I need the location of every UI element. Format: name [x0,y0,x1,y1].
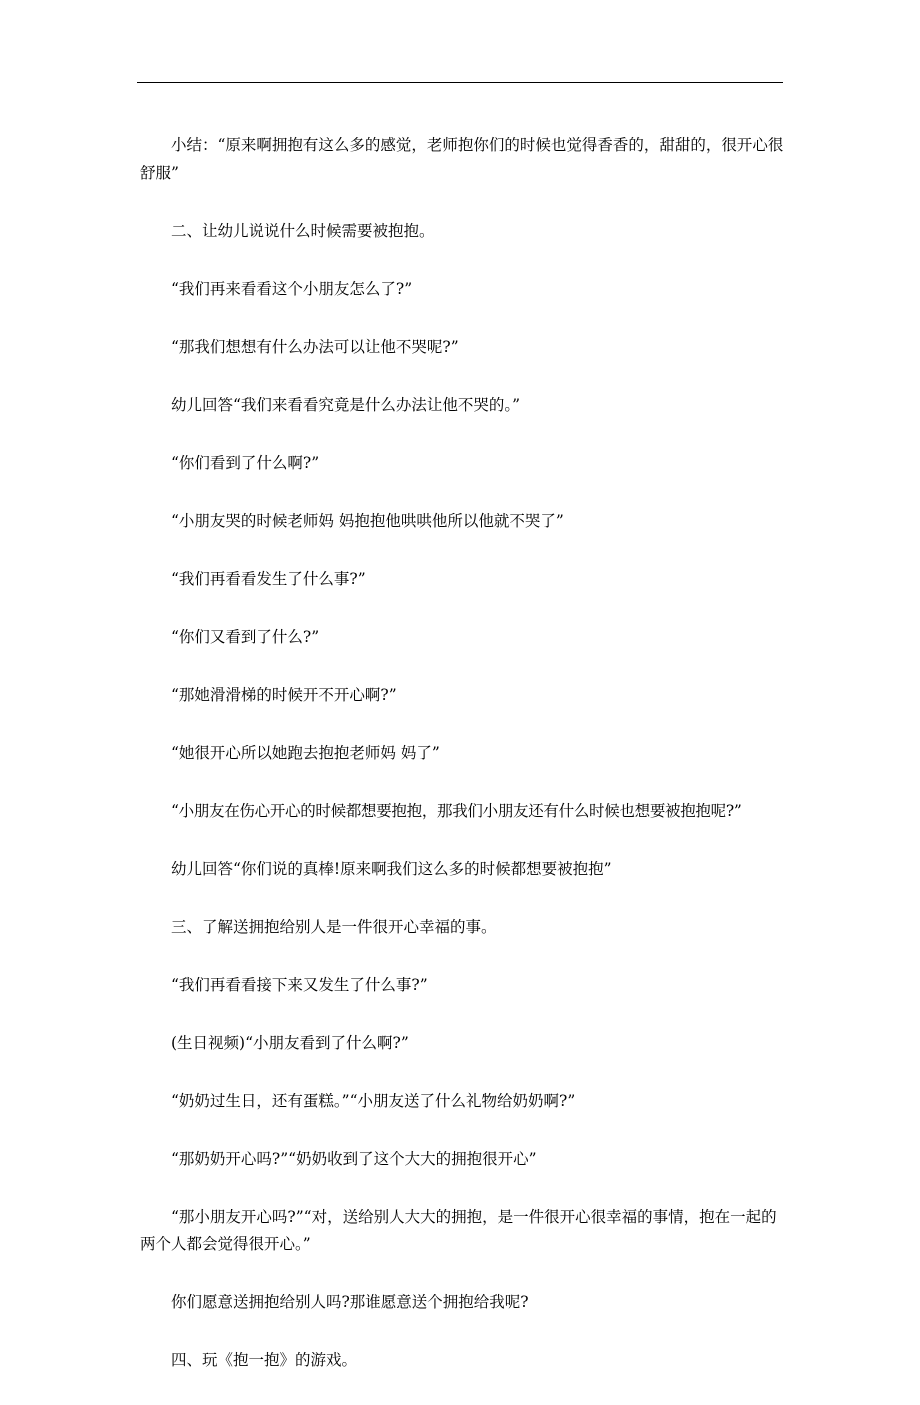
section-heading-2: 二、让幼儿说说什么时候需要被抱抱。 [171,221,435,240]
paragraph: “那她滑滑梯的时候开不开心啊?” [171,685,397,704]
paragraph: “那奶奶开心吗?”“奶奶收到了这个大大的拥抱很开心” [171,1149,537,1168]
section-heading-4: 四、玩《抱一抱》的游戏。 [171,1351,358,1369]
section-heading-3: 三、了解送拥抱给别人是一件很开心幸福的事。 [171,917,497,936]
paragraph-summary: 小结：“原来啊拥抱有这么多的感觉，老师抱你们的时候也觉得香香的，甜甜的，很开心很舒服” [140,136,784,182]
paragraph: “她很开心所以她跑去抱抱老师妈 妈了” [171,743,440,762]
header-rule [137,82,783,83]
paragraph: “你们看到了什么啊?” [171,453,320,472]
paragraph: 幼儿回答“我们来看看究竟是什么办法让他不哭的。” [171,395,521,414]
paragraph: “我们再来看看这个小朋友怎么了?” [171,279,413,298]
paragraph: “你们又看到了什么?” [171,627,320,646]
paragraph: “那我们想想有什么办法可以让他不哭呢?” [171,337,459,356]
paragraph: “我们再看看接下来又发生了什么事?” [171,975,428,994]
paragraph: 你们愿意送拥抱给别人吗?那谁愿意送个拥抱给我呢? [171,1293,529,1311]
paragraph: (生日视频)“小朋友看到了什么啊?” [171,1033,409,1052]
document-body [140,132,785,1405]
paragraph: 幼儿回答“你们说的真棒!原来啊我们这么多的时候都想要被抱抱” [171,859,612,878]
paragraph: “小朋友在伤心开心的时候都想要抱抱，那我们小朋友还有什么时候也想要被抱抱呢?” [171,801,742,820]
paragraph: “那小朋友开心吗?”“对，送给别人大大的拥抱，是一件很开心很幸福的事情，抱在一起的两个人都会觉得很开心。” [140,1207,777,1253]
paragraph: “小朋友哭的时候老师妈 妈抱抱他哄哄他所以他就不哭了” [171,511,564,530]
paragraph: “奶奶过生日，还有蛋糕。”“小朋友送了什么礼物给奶奶啊?” [171,1091,576,1110]
paragraph: “我们再看看发生了什么事?” [171,569,366,588]
